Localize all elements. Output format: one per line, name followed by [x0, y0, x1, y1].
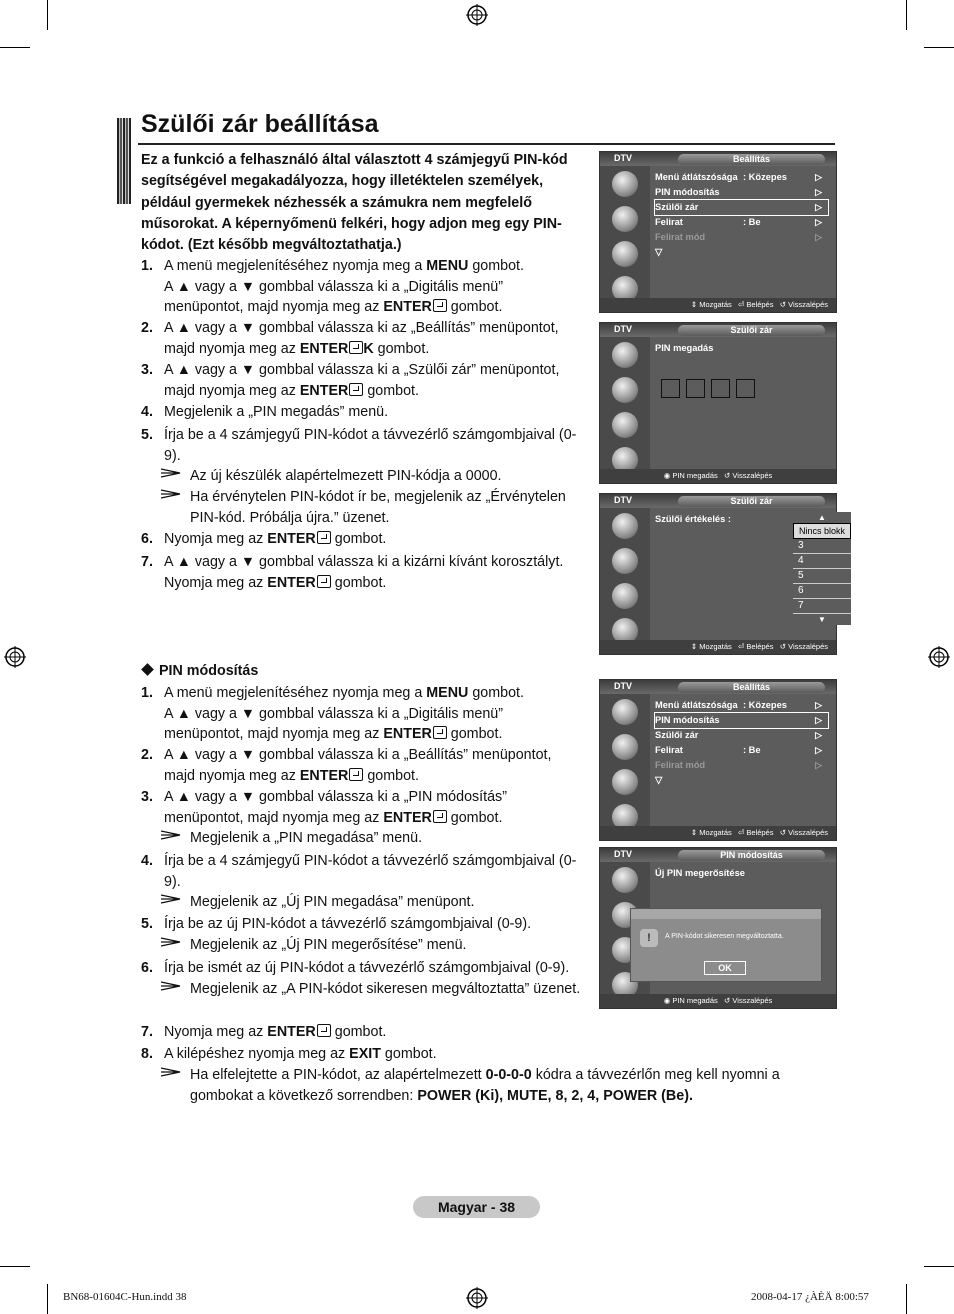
- menu-category-icon: [612, 513, 638, 539]
- crop-mark: [906, 1284, 907, 1314]
- note-arrow-icon: [161, 468, 181, 478]
- step-b-3: 3. A ▲ vagy a ▼ gombbal válassza ki a „PIN módosítás” menüpontot, majd nyomja meg az ENTER gombot.: [141, 789, 507, 826]
- menu-item-selected: Szülői zár ▷: [655, 200, 828, 215]
- step-a-3: 3. A ▲ vagy a ▼ gombbal válassza ki a „Szülői zár” menüpontot, majd nyomja meg az ENTER gombot.: [141, 362, 560, 399]
- menu-category-icon: [612, 206, 638, 232]
- success-dialog: ! A PIN-kódot sikeresen megváltoztatta. OK: [630, 908, 822, 982]
- menu-category-icon: [612, 699, 638, 725]
- title-decoration: [117, 118, 131, 204]
- crop-mark: [47, 1284, 48, 1314]
- ok-button[interactable]: OK: [704, 961, 746, 975]
- pin-digit-box: [711, 379, 730, 398]
- menu-category-icon: [612, 412, 638, 438]
- step-a-7: 7. A ▲ vagy a ▼ gombbal válassza ki a kizárni kívánt korosztályt. Nyomja meg az ENTER gombot.: [141, 554, 564, 591]
- registration-mark-icon: [466, 1287, 488, 1309]
- note-a-2: Ha érvénytelen PIN-kódot ír be, megjelenik az „Érvénytelen PIN-kód. Próbálja újra.” üzenet.: [164, 487, 594, 528]
- step-b-8: 8. A kilépéshez nyomja meg az EXIT gombot.: [141, 1046, 437, 1062]
- step-a-6: 6. Nyomja meg az ENTER gombot.: [141, 531, 387, 547]
- crop-mark: [0, 47, 30, 48]
- menu-category-icon: [612, 377, 638, 403]
- tv-menu-setup-lock: DTV Beállítás Menü átlátszósága : Közepes ▷ PIN módosítás ▷ Szülői zár ▷ Felirat : Be ▷ Felirat mód ▷ ▽ ⇕ Mozgatás ⏎ Belépés ↺ Visszalépés: [599, 151, 837, 313]
- note-b-2: Megjelenik az „Új PIN megadása” menüpont.: [164, 892, 594, 913]
- tv-menu-setup-pinchange: DTV Beállítás Menü átlátszósága : Közepes ▷ PIN módosítás ▷ Szülői zár ▷ Felirat : Be ▷ Felirat mód ▷ ▽ ⇕ Mozgatás ⏎ Belépés ↺ Visszalépés: [599, 679, 837, 841]
- menu-category-icon: [612, 342, 638, 368]
- enter-icon: [433, 810, 447, 823]
- enter-icon: [317, 1024, 331, 1037]
- enter-icon: [317, 531, 331, 544]
- note-forgotten-pin: Ha elfelejtette a PIN-kódot, az alapértelmezett 0-0-0-0 kódra a távvezérlőn meg kell nyomni a gombokat a következő sorrendben: POWER (Ki), MUTE, 8, 2, 4, POWER (Be).: [164, 1065, 824, 1106]
- crop-mark: [0, 1266, 30, 1267]
- menu-category-icon: [612, 548, 638, 574]
- pin-digit-box: [661, 379, 680, 398]
- registration-mark-icon: [4, 646, 26, 668]
- note-b-1: Megjelenik a „PIN megadása” menü.: [164, 828, 594, 849]
- note-a-1: Az új készülék alapértelmezett PIN-kódja a 0000.: [164, 466, 594, 487]
- crop-mark: [924, 47, 954, 48]
- enter-icon: [349, 341, 363, 354]
- title-rule: [138, 143, 835, 145]
- enter-icon: [433, 726, 447, 739]
- step-a-5: 5. Írja be a 4 számjegyű PIN-kódot a távvezérlő számgombjaival (0-9).: [141, 427, 577, 464]
- registration-mark-icon: [466, 4, 488, 26]
- enter-icon: [349, 383, 363, 396]
- pin-digit-box: [736, 379, 755, 398]
- step-a-4: 4. Megjelenik a „PIN megadás” menü.: [141, 404, 389, 420]
- note-arrow-icon: [161, 937, 181, 947]
- registration-mark-icon: [928, 646, 950, 668]
- menu-category-icon: [612, 769, 638, 795]
- step-a-1: 1. A menü megjelenítéséhez nyomja meg a MENU gombot. A ▲ vagy a ▼ gombbal válassza ki a „Digitális menü” menüpontot, majd nyomja meg az ENTER gombot.: [141, 258, 525, 315]
- menu-category-icon: [612, 241, 638, 267]
- note-arrow-icon: [161, 489, 181, 499]
- diamond-bullet-icon: [141, 663, 154, 676]
- step-b-1: 1. A menü megjelenítéséhez nyomja meg a MENU gombot. A ▲ vagy a ▼ gombbal válassza ki a „Digitális menü” menüpontot, majd nyomja meg az ENTER gombot.: [141, 685, 525, 742]
- info-icon: !: [640, 929, 658, 947]
- note-arrow-icon: [161, 894, 181, 904]
- step-b-7: 7. Nyomja meg az ENTER gombot.: [141, 1024, 387, 1040]
- menu-category-icon: [612, 583, 638, 609]
- page-number-badge: Magyar - 38: [413, 1196, 540, 1218]
- crop-mark: [47, 0, 48, 30]
- intro-paragraph: Ez a funkció a felhasználó által választott 4 számjegyű PIN-kód segítségével megakadályozza, hogy illetéktelen személyek, például gyermekek nézhessék a számukra nem megfelelő műsorokat. A képernyőmenü felkéri, hogy adjon meg egy PIN-kódot. (Ezt később megváltoztathatja.): [141, 152, 568, 254]
- step-b-2: 2. A ▲ vagy a ▼ gombbal válassza ki a „Beállítás” menüpontot, majd nyomja meg az ENTER gombot.: [141, 747, 552, 784]
- step-b-6: 6. Írja be ismét az új PIN-kódot a távvezérlő számgombjaival (0-9).: [141, 960, 570, 976]
- crop-mark: [906, 0, 907, 30]
- note-b-3: Megjelenik az „Új PIN megerősítése” menü.: [164, 935, 594, 956]
- enter-icon: [349, 768, 363, 781]
- print-slug-file: BN68-01604C-Hun.indd 38: [63, 1291, 187, 1303]
- note-b-4: Megjelenik az „A PIN-kódot sikeresen megváltoztatta” üzenet.: [164, 979, 594, 1000]
- pin-digit-box: [686, 379, 705, 398]
- enter-icon: [317, 575, 331, 588]
- menu-item-selected: PIN módosítás ▷: [655, 713, 828, 728]
- menu-category-icon: [612, 734, 638, 760]
- step-b-5: 5. Írja be az új PIN-kódot a távvezérlő számgombjaival (0-9).: [141, 916, 532, 932]
- section-b-heading: PIN módosítás: [141, 661, 258, 682]
- step-a-2: 2. A ▲ vagy a ▼ gombbal válassza ki az „Beállítás” menüpontot, majd nyomja meg az ENTER K gombot.: [141, 320, 559, 357]
- note-arrow-icon: [161, 1067, 181, 1077]
- print-slug-date: 2008-04-17 ¿ÀÈÄ 8:00:57: [751, 1291, 869, 1303]
- menu-category-icon: [612, 171, 638, 197]
- enter-icon: [433, 299, 447, 312]
- note-arrow-icon: [161, 830, 181, 840]
- tv-menu-parental-rating: DTV Szülői zár Szülői értékelés : ▲ Nincs blokk 3 4 5 6 7 ▼ ⇕ Mozgatás ⏎ Belépés ↺ Visszalépés: [599, 493, 837, 655]
- step-b-4: 4. Írja be a 4 számjegyű PIN-kódot a távvezérlő számgombjaival (0-9).: [141, 853, 577, 890]
- crop-mark: [924, 1266, 954, 1267]
- tv-menu-pinchange-success: DTV PIN módosítás Új PIN megerősítése ! A PIN-kódot sikeresen megváltoztatta. OK ◉ PIN megadás ↺ Visszalépés: [599, 847, 837, 1009]
- note-arrow-icon: [161, 981, 181, 991]
- page-title: Szülői zár beállítása: [141, 110, 379, 138]
- menu-category-icon: [612, 867, 638, 893]
- tv-menu-pin-entry: DTV Szülői zár PIN megadás ◉ PIN megadás ↺ Visszalépés: [599, 322, 837, 484]
